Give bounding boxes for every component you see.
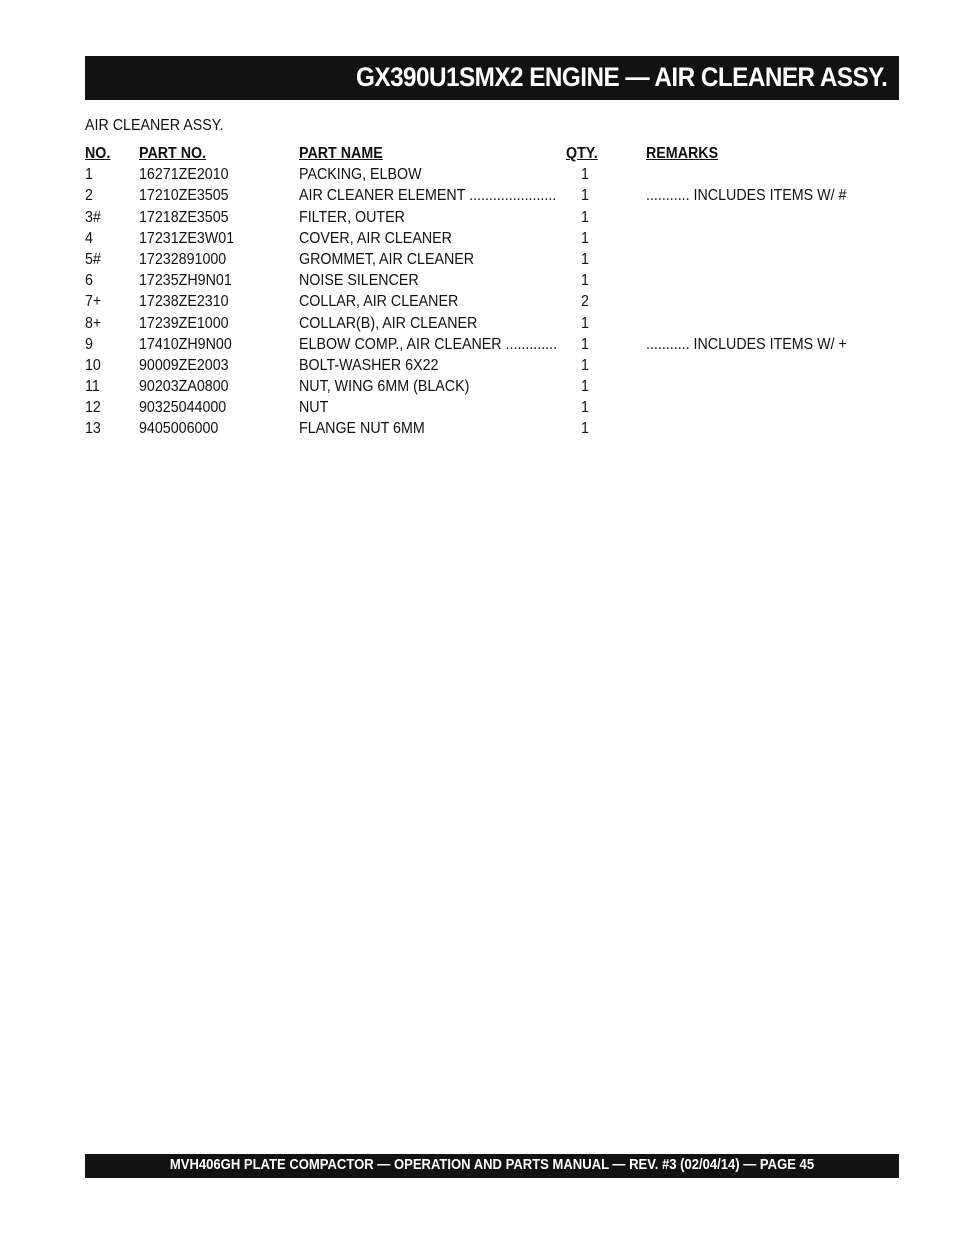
part-no-cell: 17210ZE3505 — [139, 187, 229, 205]
part-name-cell: GROMMET, AIR CLEANER — [299, 250, 475, 268]
table-header-row — [85, 145, 885, 166]
part-name-cell: COVER, AIR CLEANER — [299, 229, 452, 247]
page-title-bar — [85, 56, 899, 100]
table-row — [85, 187, 885, 208]
part-name-cell: NUT — [299, 399, 329, 417]
part-number-cell: 11 — [85, 378, 100, 396]
part-number-cell: 3# — [85, 208, 101, 226]
part-no-cell: 17238ZE2310 — [139, 293, 229, 311]
part-no-cell: 16271ZE2010 — [139, 166, 229, 184]
remarks-cell: ........... INCLUDES ITEMS W/ + — [646, 335, 847, 353]
part-no-cell: 17232891000 — [139, 250, 227, 268]
part-number-cell: 4 — [85, 229, 93, 247]
part-name-cell: FLANGE NUT 6MM — [299, 420, 425, 438]
qty-cell: 1 — [581, 420, 589, 438]
column-header-part-name: PART NAME — [299, 145, 383, 162]
table-row — [85, 166, 885, 187]
part-no-cell: 17239ZE1000 — [139, 314, 229, 332]
table-row — [85, 230, 885, 251]
column-header-no: NO. — [85, 145, 111, 162]
part-name-cell: FILTER, OUTER — [299, 208, 405, 226]
qty-cell: 1 — [581, 335, 589, 353]
qty-cell: 1 — [581, 229, 589, 247]
part-number-cell: 13 — [85, 420, 101, 438]
qty-cell: 1 — [581, 314, 589, 332]
part-number-cell: 10 — [85, 356, 101, 374]
page-title: GX390U1SMX2 ENGINE — AIR CLEANER ASSY. — [355, 62, 887, 92]
part-no-cell: 17218ZE3505 — [139, 208, 229, 226]
column-header-qty: QTY. — [566, 145, 598, 162]
part-name-cell: PACKING, ELBOW — [299, 166, 422, 184]
qty-cell: 1 — [581, 272, 589, 290]
table-body — [85, 166, 885, 441]
table-row — [85, 209, 885, 230]
part-no-cell: 9405006000 — [139, 420, 219, 438]
part-name-cell: NUT, WING 6MM (BLACK) — [299, 378, 470, 396]
table-row — [85, 336, 885, 357]
part-no-cell: 90009ZE2003 — [139, 356, 229, 374]
table-row — [85, 420, 885, 441]
part-number-cell: 2 — [85, 187, 93, 205]
table-row — [85, 378, 885, 399]
part-no-cell: 90203ZA0800 — [139, 378, 229, 396]
table-row — [85, 315, 885, 336]
qty-cell: 1 — [581, 356, 589, 374]
table-row — [85, 399, 885, 420]
table-row — [85, 272, 885, 293]
part-no-cell: 17235ZH9N01 — [139, 272, 232, 290]
qty-cell: 1 — [581, 187, 589, 205]
table-row — [85, 293, 885, 314]
part-number-cell: 6 — [85, 272, 93, 290]
qty-cell: 1 — [581, 250, 589, 268]
part-name-cell: AIR CLEANER ELEMENT ...................... — [299, 187, 557, 205]
part-name-cell: NOISE SILENCER — [299, 272, 419, 290]
qty-cell: 1 — [581, 399, 589, 417]
column-header-part-no: PART NO. — [139, 145, 207, 162]
footer-bar — [85, 1154, 899, 1178]
remarks-cell: ........... INCLUDES ITEMS W/ # — [646, 187, 847, 205]
column-header-remarks: REMARKS — [646, 145, 719, 162]
part-name-cell: BOLT-WASHER 6X22 — [299, 356, 439, 374]
part-no-cell: 17410ZH9N00 — [139, 335, 232, 353]
part-number-cell: 1 — [85, 166, 93, 184]
table-row — [85, 251, 885, 272]
qty-cell: 1 — [581, 378, 589, 396]
parts-table — [85, 145, 885, 442]
section-label: AIR CLEANER ASSY. — [85, 117, 224, 134]
qty-cell: 1 — [581, 166, 589, 184]
qty-cell: 2 — [581, 293, 589, 311]
footer-text: MVH406GH PLATE COMPACTOR — OPERATION AND PARTS MANUAL — REV. #3 (02/04/14) — PAGE 45 — [169, 1157, 815, 1173]
part-no-cell: 17231ZE3W01 — [139, 229, 235, 247]
table-row — [85, 357, 885, 378]
part-name-cell: ELBOW COMP., AIR CLEANER ............. — [299, 335, 558, 353]
part-number-cell: 12 — [85, 399, 101, 417]
part-name-cell: COLLAR(B), AIR CLEANER — [299, 314, 478, 332]
part-name-cell: COLLAR, AIR CLEANER — [299, 293, 459, 311]
part-number-cell: 5# — [85, 250, 101, 268]
part-number-cell: 8+ — [85, 314, 102, 332]
part-number-cell: 9 — [85, 335, 93, 353]
part-no-cell: 90325044000 — [139, 399, 227, 417]
qty-cell: 1 — [581, 208, 589, 226]
part-number-cell: 7+ — [85, 293, 102, 311]
